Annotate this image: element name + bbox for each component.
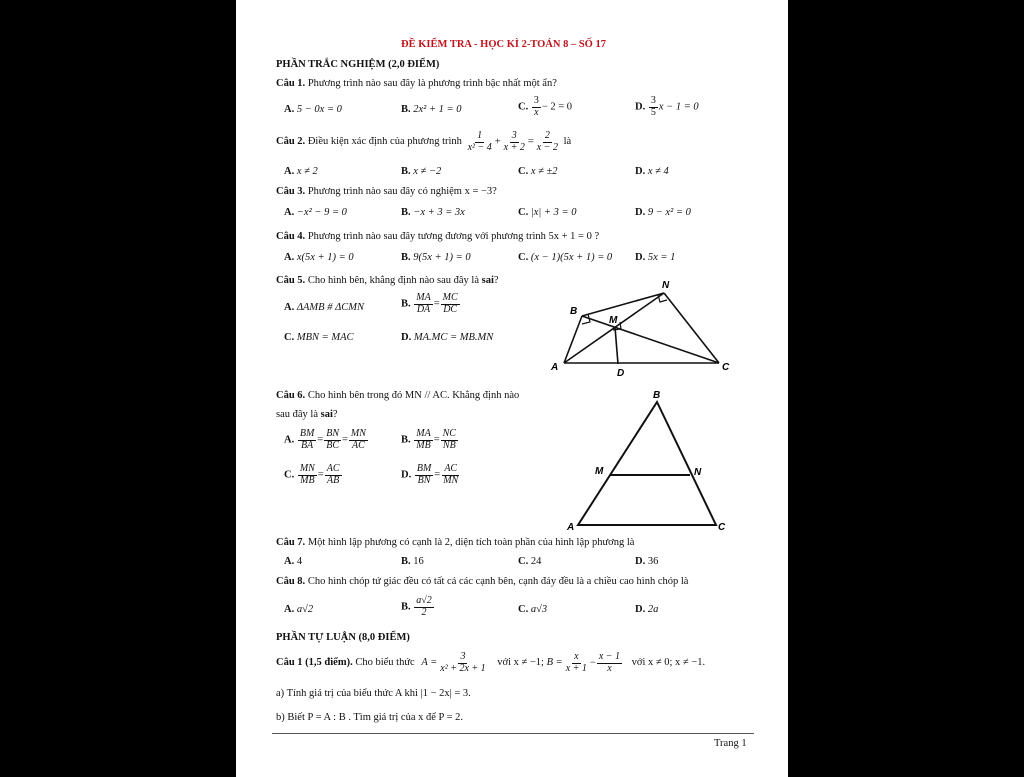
question-7: Câu 7. Một hình lập phương có cạnh là 2, diện tích toàn phần của hình lập phương là — [276, 537, 635, 548]
q8-option-d: D. 2a — [635, 604, 659, 615]
q7-option-c: C. 24 — [518, 556, 542, 567]
fig6-label-n: N — [694, 467, 702, 478]
page-number: Trang 1 — [714, 738, 747, 749]
exam-title: ĐỀ KIỂM TRA - HỌC KÌ 2-TOÁN 8 – SỐ 17 — [401, 39, 606, 50]
section-multiple-choice: PHẦN TRẮC NGHIỆM (2,0 ĐIỂM) — [276, 59, 440, 70]
q4-option-b: B. 9(5x + 1) = 0 — [401, 252, 471, 263]
fig5-label-d: D — [617, 368, 625, 379]
question-1: Câu 1. Phương trình nào sau đây là phương trình bậc nhất một ẩn? — [276, 78, 557, 89]
q2-option-d: D. x ≠ 4 — [635, 166, 669, 177]
exam-page — [236, 0, 788, 777]
q4-option-c: C. (x − 1)(5x + 1) = 0 — [518, 252, 613, 263]
fig6-label-c: C — [718, 522, 726, 533]
fig6-label-b: B — [653, 390, 661, 401]
q7-option-d: D. 36 — [635, 556, 659, 567]
section-essay: PHẦN TỰ LUẬN (8,0 ĐIỂM) — [276, 632, 410, 643]
fig5-label-m: M — [609, 315, 618, 326]
q2-option-c: C. x ≠ ±2 — [518, 166, 558, 177]
q3-option-b: B. −x + 3 = 3x — [401, 207, 465, 218]
q1-option-c: C. $\frac{3}{x}$ − 2 = 0 — [518, 95, 573, 118]
q8-option-c: C. a√3 — [518, 604, 548, 615]
q8-option-b: B. $\frac{a√2}{2}$ — [401, 595, 432, 618]
fig6-label-m: M — [595, 466, 604, 477]
q5-option-a: A. ΔAMB # ΔCMN — [284, 302, 364, 313]
essay-1a: a) Tính giá trị của biểu thức A khi |1 − 2x| = 3. — [276, 688, 471, 699]
q7-option-b: B. 16 — [401, 556, 424, 567]
q4-option-a: A. x(5x + 1) = 0 — [284, 252, 354, 263]
question-5: Câu 5. Cho hình bên, khẳng định nào sau đây là sai? — [276, 275, 499, 286]
q5-figure — [542, 276, 742, 381]
q1-option-d: D. $\frac{3}{5}$ x − 1 = 0 — [635, 95, 699, 118]
q5-option-d: D. MA.MC = MB.MN — [401, 332, 494, 343]
question-4: Câu 4. Phương trình nào sau đây tương đương với phương trình 5x + 1 = 0 ? — [276, 231, 600, 242]
fig5-label-a: A — [551, 362, 559, 373]
fig5-label-b: B — [570, 306, 578, 317]
q6-option-d: D. $\frac{BM}{BN}$ = $\frac{AC}{MN}$ — [401, 463, 459, 486]
question-2: Câu 2. Điều kiện xác định của phương trình $\frac{1}{\text{x² − 4}}$ + $\frac{3}{x + 2}$ = $\frac{2}{x - 2}$ là — [276, 130, 572, 153]
question-6-cont: sau đây là sai? — [276, 409, 338, 420]
fig5-label-c: C — [722, 362, 730, 373]
q4-option-d: D. 5x = 1 — [635, 252, 676, 263]
q3-option-d: D. 9 − x² = 0 — [635, 207, 691, 218]
footer-divider — [272, 733, 754, 734]
q6-figure — [561, 386, 736, 534]
q6-option-c: C. $\frac{MN}{MB}$ = $\frac{AC}{AB}$ — [284, 463, 340, 486]
q3-option-a: A. −x² − 9 = 0 — [284, 207, 347, 218]
q8-option-a: A. a√2 — [284, 604, 314, 615]
q5-option-b: B. $\frac{MA}{DA}$ = $\frac{MC}{DC}$ — [401, 292, 458, 315]
essay-1b: b) Biết P = A : B . Tìm giá trị của x để P = 2. — [276, 712, 464, 723]
essay-1: Câu 1 (1,5 điểm). Cho biểu thức A = $\frac{3}{\text{x² + 2x + 1}}$ với x ≠ −1; B = $\frac{x}{x + 1}$ − $\frac{x - 1}{x}$ với x ≠ 0; x ≠ −1. — [276, 651, 706, 674]
fig5-label-n: N — [662, 280, 670, 291]
q1-option-b: B. 2x² + 1 = 0 — [401, 104, 462, 115]
question-8: Câu 8. Cho hình chóp tứ giác đều có tất cả các cạnh bên, cạnh đáy đều là a chiều cao hình chóp là — [276, 576, 689, 587]
question-3: Câu 3. Phương trình nào sau đây có nghiệm x = −3? — [276, 186, 497, 197]
q6-option-b: B. $\frac{MA}{MB}$ = $\frac{NC}{NB}$ — [401, 428, 456, 451]
question-6: Câu 6. Cho hình bên trong đó MN // AC. Khẳng định nào — [276, 390, 520, 401]
q6-option-a: A. $\frac{BM}{BA}$ = $\frac{BN}{BC}$ = $\frac{MN}{AC}$ — [284, 428, 366, 451]
q3-option-c: C. |x| + 3 = 0 — [518, 207, 577, 218]
q1-option-a: A. 5 − 0x = 0 — [284, 104, 342, 115]
q2-option-a: A. x ≠ 2 — [284, 166, 318, 177]
q5-option-c: C. MBN = MAC — [284, 332, 354, 343]
q2-option-b: B. x ≠ −2 — [401, 166, 442, 177]
q7-option-a: A. 4 — [284, 556, 303, 567]
fig6-label-a: A — [567, 522, 575, 533]
